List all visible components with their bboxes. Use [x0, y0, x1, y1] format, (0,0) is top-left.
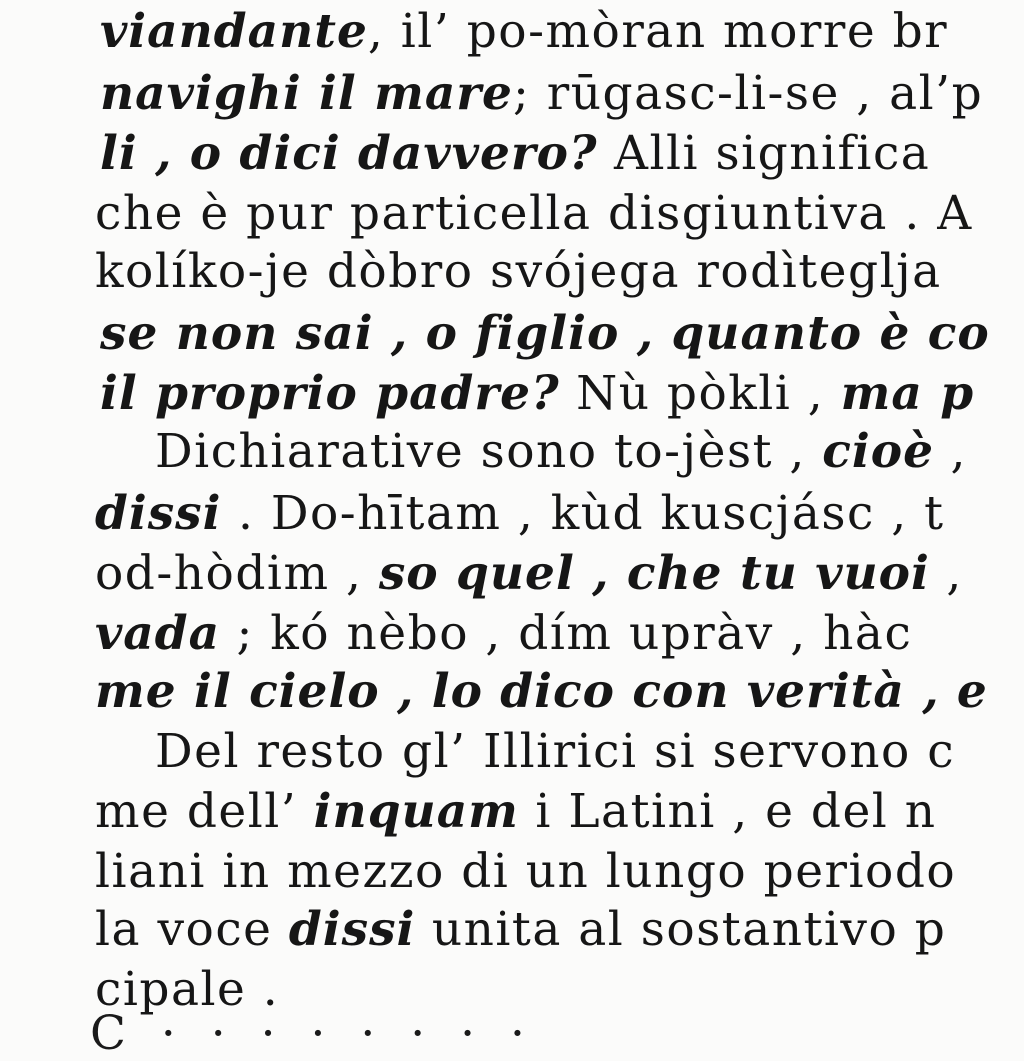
roman-span: ; kó nèbo , dím upràv , hàc: [220, 606, 913, 661]
roman-span: unita al sostantivo p: [415, 902, 947, 957]
roman-span: Alli significa: [597, 126, 931, 181]
italic-span: viandante: [100, 4, 368, 59]
italic-span: navighi il mare: [100, 66, 513, 121]
italic-span: inquam: [313, 784, 519, 839]
roman-span: che è pur particella disgiuntiva . A: [95, 186, 973, 241]
italic-span: cioè: [822, 424, 935, 479]
text-line-15: [95, 844, 957, 899]
italic-span: ma p: [840, 366, 975, 421]
italic-span: vada: [95, 606, 221, 661]
text-line-7: [100, 366, 975, 421]
text-line-14: [95, 784, 937, 839]
text-line-9: [95, 486, 945, 541]
italic-span: so quel , che tu vuoi: [378, 546, 930, 601]
roman-span: liani in mezzo di un lungo periodo: [95, 844, 957, 899]
italic-span: dissi: [288, 902, 416, 957]
text-line-16: [95, 902, 947, 957]
text-line-12: [95, 664, 988, 719]
text-line-5: [95, 244, 942, 299]
text-line-8: [155, 424, 967, 479]
roman-span: ; rūgasc-li-se , al’p: [512, 66, 984, 121]
roman-span: , il’ po-mòran morre br: [367, 4, 949, 59]
italic-span: il proprio padre?: [100, 366, 560, 421]
roman-span: kolíko-je dòbro svójega rodìteglja: [95, 244, 942, 299]
text-line-2: [100, 66, 984, 121]
roman-span: ,: [934, 424, 967, 479]
roman-span: cipale .: [95, 962, 280, 1017]
text-line-13: [155, 724, 956, 779]
cutoff-line-fragment: C · · · · · · · ·: [90, 1006, 536, 1061]
text-line-11: [95, 606, 913, 661]
italic-span: li , o dici davvero?: [100, 126, 598, 181]
roman-span: Dichiarative sono to-jèst ,: [155, 424, 823, 479]
text-line-4: [95, 186, 973, 241]
roman-span: la voce: [95, 902, 289, 957]
text-line-10: [95, 546, 963, 601]
italic-span: dissi: [95, 486, 222, 541]
italic-span: me il cielo , lo dico con verità , e: [95, 664, 988, 719]
italic-span: se non sai , o figlio , quanto è co: [100, 306, 990, 361]
roman-span: i Latini , e del n: [518, 784, 937, 839]
text-line-3: [100, 126, 931, 181]
roman-span: od-hòdim ,: [95, 546, 379, 601]
roman-span: Nù pòkli ,: [559, 366, 841, 421]
roman-span: Del resto gl’ Illirici si servono c: [155, 724, 956, 779]
roman-span: . Do-hītam , kùd kuscjásc , t: [221, 486, 945, 541]
text-line-6: [100, 306, 990, 361]
roman-span: me dell’: [95, 784, 314, 839]
roman-span: ,: [929, 546, 963, 601]
text-line-1: [100, 4, 949, 59]
